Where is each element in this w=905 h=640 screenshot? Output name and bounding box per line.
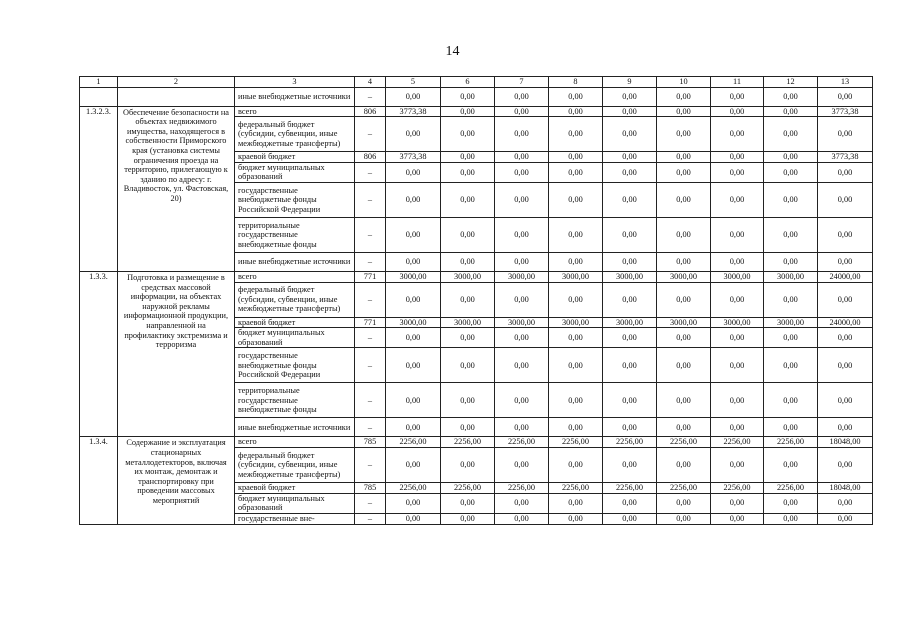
value-cell: 0,00 [764, 493, 818, 513]
value-cell: 24000,00 [818, 271, 873, 282]
value-cell: 0,00 [549, 117, 603, 152]
funding-source-cell: бюджет муниципальных образований [235, 493, 355, 513]
value-cell: 3000,00 [386, 317, 441, 328]
value-cell: 0,00 [603, 152, 657, 163]
funding-source-cell: всего [235, 106, 355, 117]
value-cell: – [355, 493, 386, 513]
value-cell: – [355, 328, 386, 348]
value-cell: – [355, 447, 386, 482]
value-cell: 0,00 [603, 282, 657, 317]
value-cell: 3000,00 [711, 271, 764, 282]
funding-source-cell: иные внебюджетные источники [235, 418, 355, 437]
value-cell: 771 [355, 317, 386, 328]
value-cell: 0,00 [657, 117, 711, 152]
page-number: 14 [445, 44, 460, 59]
value-cell: 2256,00 [495, 482, 549, 493]
value-cell: – [355, 117, 386, 152]
funding-source-cell: федеральный бюджет (субсидии, субвенции, иные межбюджетные трансферты) [235, 447, 355, 482]
value-cell: 0,00 [549, 348, 603, 383]
value-cell: 0,00 [818, 162, 873, 182]
budget-table [79, 76, 873, 525]
value-cell: 3000,00 [764, 317, 818, 328]
value-cell: 0,00 [495, 282, 549, 317]
column-header: 3 [235, 77, 355, 88]
value-cell: 3000,00 [549, 317, 603, 328]
column-header: 13 [818, 77, 873, 88]
value-cell: 0,00 [549, 383, 603, 418]
value-cell: 0,00 [764, 447, 818, 482]
value-cell: 0,00 [495, 447, 549, 482]
value-cell: 0,00 [764, 106, 818, 117]
value-cell: 0,00 [764, 328, 818, 348]
value-cell: 0,00 [603, 87, 657, 106]
value-cell: 0,00 [818, 328, 873, 348]
value-cell: 0,00 [711, 348, 764, 383]
value-cell: 0,00 [495, 418, 549, 437]
value-cell: 771 [355, 271, 386, 282]
value-cell: 0,00 [495, 513, 549, 524]
table-row [80, 87, 873, 106]
value-cell: 0,00 [495, 493, 549, 513]
value-cell: 0,00 [441, 182, 495, 217]
value-cell: 0,00 [657, 182, 711, 217]
value-cell: 0,00 [441, 447, 495, 482]
value-cell: 0,00 [764, 418, 818, 437]
value-cell: – [355, 252, 386, 271]
value-cell: 18048,00 [818, 482, 873, 493]
value-cell: 0,00 [818, 252, 873, 271]
value-cell: 0,00 [495, 383, 549, 418]
value-cell: 0,00 [495, 87, 549, 106]
value-cell: 0,00 [441, 493, 495, 513]
value-cell: 0,00 [549, 328, 603, 348]
value-cell: 0,00 [657, 282, 711, 317]
value-cell: 0,00 [603, 418, 657, 437]
value-cell: 3773,38 [386, 152, 441, 163]
value-cell: 0,00 [549, 252, 603, 271]
value-cell: 0,00 [386, 348, 441, 383]
funding-source-cell: краевой бюджет [235, 482, 355, 493]
value-cell: 3000,00 [657, 271, 711, 282]
value-cell: 0,00 [603, 182, 657, 217]
value-cell: 2256,00 [386, 437, 441, 448]
value-cell: 0,00 [441, 252, 495, 271]
funding-source-cell: краевой бюджет [235, 317, 355, 328]
value-cell: 3000,00 [603, 271, 657, 282]
funding-source-cell: иные внебюджетные источники [235, 252, 355, 271]
value-cell: 0,00 [441, 106, 495, 117]
value-cell: 0,00 [495, 252, 549, 271]
value-cell: 0,00 [603, 348, 657, 383]
funding-source-cell: краевой бюджет [235, 152, 355, 163]
value-cell: 0,00 [386, 182, 441, 217]
header-row [80, 77, 873, 88]
value-cell: 0,00 [386, 328, 441, 348]
column-header: 4 [355, 77, 386, 88]
value-cell: 2256,00 [764, 437, 818, 448]
value-cell: 0,00 [549, 418, 603, 437]
value-cell: 2256,00 [603, 482, 657, 493]
value-cell: 2256,00 [764, 482, 818, 493]
column-header: 5 [386, 77, 441, 88]
funding-source-cell: всего [235, 437, 355, 448]
value-cell: 0,00 [495, 348, 549, 383]
value-cell: 0,00 [711, 252, 764, 271]
value-cell: 0,00 [495, 217, 549, 252]
value-cell: 0,00 [549, 447, 603, 482]
value-cell: 0,00 [711, 182, 764, 217]
value-cell: 18048,00 [818, 437, 873, 448]
value-cell: 0,00 [441, 162, 495, 182]
value-cell: 0,00 [386, 493, 441, 513]
value-cell: 0,00 [386, 513, 441, 524]
table-row [80, 437, 873, 448]
value-cell: 0,00 [441, 513, 495, 524]
section-name: Подготовка и размещение в средствах массовой информации, на объектах наружной рекламы информационной продукции, направленной на профилактику экстремизма и терроризма [118, 271, 235, 436]
funding-source-cell: всего [235, 271, 355, 282]
value-cell: – [355, 348, 386, 383]
value-cell: 0,00 [657, 447, 711, 482]
funding-source-cell: территориальные государственные внебюджетные фонды [235, 217, 355, 252]
value-cell: 0,00 [711, 152, 764, 163]
value-cell: 0,00 [603, 117, 657, 152]
column-header: 10 [657, 77, 711, 88]
name-cell-empty [118, 87, 235, 106]
value-cell: 0,00 [657, 383, 711, 418]
value-cell: 0,00 [764, 252, 818, 271]
section-code: 1.3.2.3. [80, 106, 118, 271]
value-cell: – [355, 383, 386, 418]
funding-source-cell: государственные вне- [235, 513, 355, 524]
value-cell: 2256,00 [711, 482, 764, 493]
value-cell: 2256,00 [495, 437, 549, 448]
value-cell: 0,00 [549, 282, 603, 317]
value-cell: – [355, 217, 386, 252]
value-cell: 2256,00 [603, 437, 657, 448]
column-header: 12 [764, 77, 818, 88]
section-name: Содержание и эксплуатация стационарных металлодетекторов, включая их монтаж, демонтаж и транспортировку при проведении массовых мероприятий [118, 437, 235, 524]
column-header: 8 [549, 77, 603, 88]
value-cell: 3773,38 [818, 152, 873, 163]
value-cell: 2256,00 [711, 437, 764, 448]
value-cell: 2256,00 [386, 482, 441, 493]
value-cell: 3000,00 [495, 317, 549, 328]
value-cell: 0,00 [549, 217, 603, 252]
value-cell: 0,00 [711, 513, 764, 524]
value-cell: 0,00 [441, 348, 495, 383]
funding-source-cell: бюджет муниципальных образований [235, 162, 355, 182]
value-cell: 0,00 [441, 328, 495, 348]
value-cell: 0,00 [441, 87, 495, 106]
value-cell: 0,00 [818, 418, 873, 437]
value-cell: 0,00 [549, 87, 603, 106]
value-cell: 0,00 [495, 106, 549, 117]
value-cell: 3000,00 [441, 271, 495, 282]
value-cell: 3000,00 [495, 271, 549, 282]
value-cell: 2256,00 [657, 437, 711, 448]
value-cell: 0,00 [818, 348, 873, 383]
value-cell: 0,00 [386, 447, 441, 482]
value-cell: 0,00 [657, 348, 711, 383]
value-cell: 0,00 [818, 447, 873, 482]
value-cell: 3773,38 [818, 106, 873, 117]
value-cell: 0,00 [603, 447, 657, 482]
value-cell: 0,00 [549, 162, 603, 182]
value-cell: 3000,00 [441, 317, 495, 328]
value-cell: – [355, 182, 386, 217]
value-cell: 0,00 [441, 282, 495, 317]
value-cell: 0,00 [764, 152, 818, 163]
value-cell: 0,00 [495, 117, 549, 152]
value-cell: 0,00 [495, 162, 549, 182]
value-cell: 0,00 [603, 383, 657, 418]
value-cell: 0,00 [441, 117, 495, 152]
value-cell: 0,00 [764, 162, 818, 182]
value-cell: – [355, 418, 386, 437]
value-cell: 0,00 [386, 383, 441, 418]
value-cell: 0,00 [657, 328, 711, 348]
value-cell: 0,00 [711, 217, 764, 252]
value-cell: 0,00 [549, 152, 603, 163]
value-cell: 0,00 [657, 162, 711, 182]
value-cell: 0,00 [657, 106, 711, 117]
value-cell: 0,00 [818, 383, 873, 418]
value-cell: 0,00 [495, 152, 549, 163]
value-cell: 0,00 [603, 328, 657, 348]
value-cell: 0,00 [711, 328, 764, 348]
value-cell: 0,00 [657, 217, 711, 252]
column-header: 7 [495, 77, 549, 88]
value-cell: 0,00 [657, 418, 711, 437]
funding-source-cell: территориальные государственные внебюджетные фонды [235, 383, 355, 418]
value-cell: 0,00 [441, 383, 495, 418]
value-cell: 0,00 [657, 87, 711, 106]
value-cell: 0,00 [386, 418, 441, 437]
value-cell: 2256,00 [441, 437, 495, 448]
value-cell: 0,00 [764, 182, 818, 217]
value-cell: 0,00 [657, 513, 711, 524]
value-cell: 0,00 [818, 513, 873, 524]
value-cell: 3000,00 [386, 271, 441, 282]
value-cell: 2256,00 [549, 437, 603, 448]
value-cell: 0,00 [603, 217, 657, 252]
column-header: 6 [441, 77, 495, 88]
value-cell: 0,00 [711, 106, 764, 117]
value-cell: – [355, 282, 386, 317]
funding-source-cell: государственные внебюджетные фонды Российской Федерации [235, 348, 355, 383]
table-row [80, 271, 873, 282]
value-cell: 2256,00 [657, 482, 711, 493]
value-cell: 0,00 [386, 87, 441, 106]
value-cell: 0,00 [386, 217, 441, 252]
funding-source-cell: бюджет муниципальных образований [235, 328, 355, 348]
value-cell: 0,00 [818, 493, 873, 513]
value-cell: – [355, 87, 386, 106]
value-cell: 0,00 [495, 328, 549, 348]
value-cell: 2256,00 [441, 482, 495, 493]
value-cell: 0,00 [711, 117, 764, 152]
column-header: 1 [80, 77, 118, 88]
section-code: 1.3.3. [80, 271, 118, 436]
column-header: 9 [603, 77, 657, 88]
value-cell: 0,00 [764, 383, 818, 418]
value-cell: 0,00 [711, 162, 764, 182]
value-cell: 0,00 [711, 87, 764, 106]
value-cell: 0,00 [603, 162, 657, 182]
value-cell: 0,00 [711, 383, 764, 418]
value-cell: 0,00 [657, 252, 711, 271]
value-cell: 0,00 [818, 87, 873, 106]
value-cell: 806 [355, 106, 386, 117]
value-cell: 0,00 [386, 117, 441, 152]
value-cell: 0,00 [764, 117, 818, 152]
value-cell: 0,00 [764, 282, 818, 317]
value-cell: 0,00 [549, 106, 603, 117]
funding-source-cell: федеральный бюджет (субсидии, субвенции, иные межбюджетные трансферты) [235, 117, 355, 152]
value-cell: 0,00 [711, 493, 764, 513]
value-cell: 0,00 [549, 182, 603, 217]
section-name: Обеспечение безопасности на объектах недвижимого имущества, находящегося в собственности Приморского края (установка системы ограничения проезда на территорию, прилегающую к зданию по адресу: г. Владивосток, ул. Фастовская, 20) [118, 106, 235, 271]
value-cell: 0,00 [657, 152, 711, 163]
value-cell: 785 [355, 482, 386, 493]
value-cell: 0,00 [386, 282, 441, 317]
funding-source-cell: иные внебюджетные источники [235, 87, 355, 106]
value-cell: 0,00 [441, 217, 495, 252]
value-cell: 0,00 [603, 252, 657, 271]
value-cell: 0,00 [441, 152, 495, 163]
funding-source-cell: федеральный бюджет (субсидии, субвенции, иные межбюджетные трансферты) [235, 282, 355, 317]
value-cell: 0,00 [495, 182, 549, 217]
value-cell: 3773,38 [386, 106, 441, 117]
value-cell: – [355, 162, 386, 182]
value-cell: 806 [355, 152, 386, 163]
value-cell: 0,00 [549, 513, 603, 524]
value-cell: 0,00 [603, 513, 657, 524]
value-cell: 0,00 [711, 418, 764, 437]
value-cell: 0,00 [386, 162, 441, 182]
value-cell: 0,00 [818, 282, 873, 317]
value-cell: 0,00 [764, 348, 818, 383]
value-cell: 0,00 [657, 493, 711, 513]
value-cell: 3000,00 [549, 271, 603, 282]
value-cell: 0,00 [711, 447, 764, 482]
column-header: 11 [711, 77, 764, 88]
value-cell: 0,00 [764, 217, 818, 252]
value-cell: 3000,00 [711, 317, 764, 328]
column-header: 2 [118, 77, 235, 88]
value-cell: 0,00 [603, 106, 657, 117]
value-cell: 0,00 [711, 282, 764, 317]
code-cell-empty [80, 87, 118, 106]
value-cell: 24000,00 [818, 317, 873, 328]
value-cell: 3000,00 [657, 317, 711, 328]
value-cell: 0,00 [549, 493, 603, 513]
value-cell: 0,00 [818, 117, 873, 152]
value-cell: 0,00 [603, 493, 657, 513]
value-cell: 3000,00 [603, 317, 657, 328]
value-cell: 3000,00 [764, 271, 818, 282]
value-cell: 0,00 [441, 418, 495, 437]
value-cell: 0,00 [386, 252, 441, 271]
value-cell: 0,00 [764, 87, 818, 106]
value-cell: 0,00 [818, 182, 873, 217]
value-cell: 2256,00 [549, 482, 603, 493]
value-cell: 0,00 [764, 513, 818, 524]
table-row [80, 106, 873, 117]
table-body [80, 77, 873, 525]
section-code: 1.3.4. [80, 437, 118, 524]
value-cell: 0,00 [818, 217, 873, 252]
funding-source-cell: государственные внебюджетные фонды Российской Федерации [235, 182, 355, 217]
value-cell: – [355, 513, 386, 524]
value-cell: 785 [355, 437, 386, 448]
